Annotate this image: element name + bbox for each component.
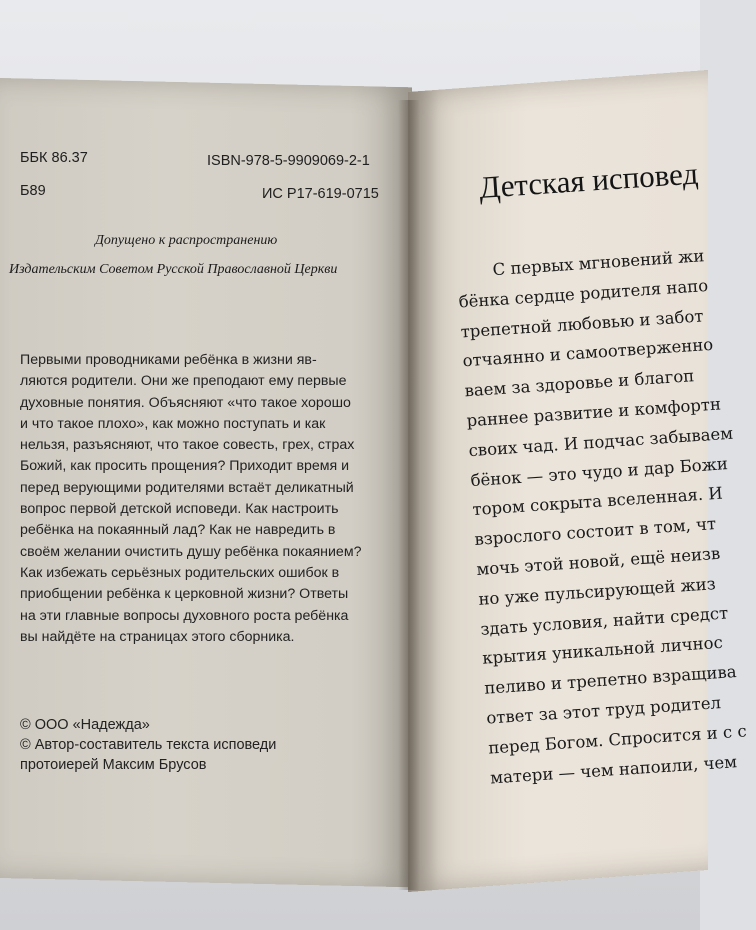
approval-line-2: Издательским Советом Русской Православной Церкви: [9, 262, 338, 277]
body-line: ваем за здоровье и благоп: [463, 366, 695, 401]
author-mark: Б89: [20, 183, 46, 199]
annotation-line: ребёнка на покаянный лад? Как не навредить в: [20, 522, 336, 539]
annotation-line: своём желании очистить душу ребёнка покаянием?: [20, 543, 362, 560]
ic-number: ИС Р17-619-0715: [262, 186, 379, 202]
body-line: пеливо и трепетно взращива: [483, 662, 738, 698]
isbn: ISBN-978-5-9909069-2-1: [207, 153, 370, 169]
annotation-line: на эти главные вопросы духовного роста ребёнка: [20, 607, 349, 624]
chapter-body: [456, 240, 756, 793]
copyright-block: [20, 715, 276, 775]
body-line: крытия уникальной личнос: [481, 633, 724, 669]
body-line: перед Богом. Спросится и с с: [487, 721, 748, 758]
copyright-line: © Автор-составитель текста исповеди: [20, 737, 277, 753]
approval-line-1: Допущено к распространению: [95, 233, 278, 248]
body-line: здать условия, найти средст: [479, 602, 729, 639]
copyright-line: © ООО «Надежда»: [20, 717, 150, 733]
annotation-line: приобщении ребёнка к церковной жизни? Ответы: [20, 586, 349, 603]
body-line: С первых мгновений жи: [492, 246, 705, 280]
annotation-line: ляются родители. Они же преподают ему первые: [20, 373, 347, 390]
annotation-line: вопрос первой детской исповеди. Как настроить: [20, 501, 339, 518]
body-line: трепетной любовью и забот: [460, 306, 704, 342]
body-line: мочь этой новой, ещё неизв: [475, 543, 721, 579]
body-line: тором сокрыта вселенная. И: [471, 483, 724, 520]
body-line: ответ за этот труд родител: [485, 693, 722, 728]
annotation-line: духовные понятия. Объясняют «что такое хорошо: [20, 394, 351, 411]
body-line: матери — чем напоили, чем: [489, 751, 738, 788]
body-line: взрослого состоит в том, чт: [473, 514, 717, 550]
body-line: бёнка сердце родителя напо: [458, 275, 709, 312]
annotation-line: и что такое плохо», как можно поступать и как: [20, 415, 326, 432]
annotation-line: вы найдёте на страницах этого сборника.: [20, 628, 295, 645]
annotation-line: перед верующими родителями встаёт деликатный: [20, 479, 354, 496]
book-gutter: [398, 100, 420, 890]
copyright-line: протоиерей Максим Брусов: [20, 757, 207, 773]
annotation-line: Божий, как просить прощения? Приходит время и: [20, 458, 350, 475]
body-line: но уже пульсирующей жиз: [477, 573, 717, 609]
body-line: раннее развитие и комфортн: [465, 394, 722, 431]
body-line: бёнок — это чудо и дар Божи: [469, 453, 729, 490]
annotation-line: Первыми проводниками ребёнка в жизни яв-: [20, 352, 317, 368]
annotation-line: Как избежать серьёзных родительских ошибок в: [20, 564, 340, 581]
annotation-line: нельзя, разъясняют, что такое совесть, грех, страх: [20, 437, 355, 454]
body-line: своих чад. И подчас забываем: [467, 423, 734, 461]
chapter-title: Детская исповед: [478, 155, 700, 205]
bbk-code: ББК 86.37: [20, 150, 88, 166]
annotation-text: [20, 350, 380, 648]
body-line: отчаянно и самоотверженно: [462, 335, 714, 371]
